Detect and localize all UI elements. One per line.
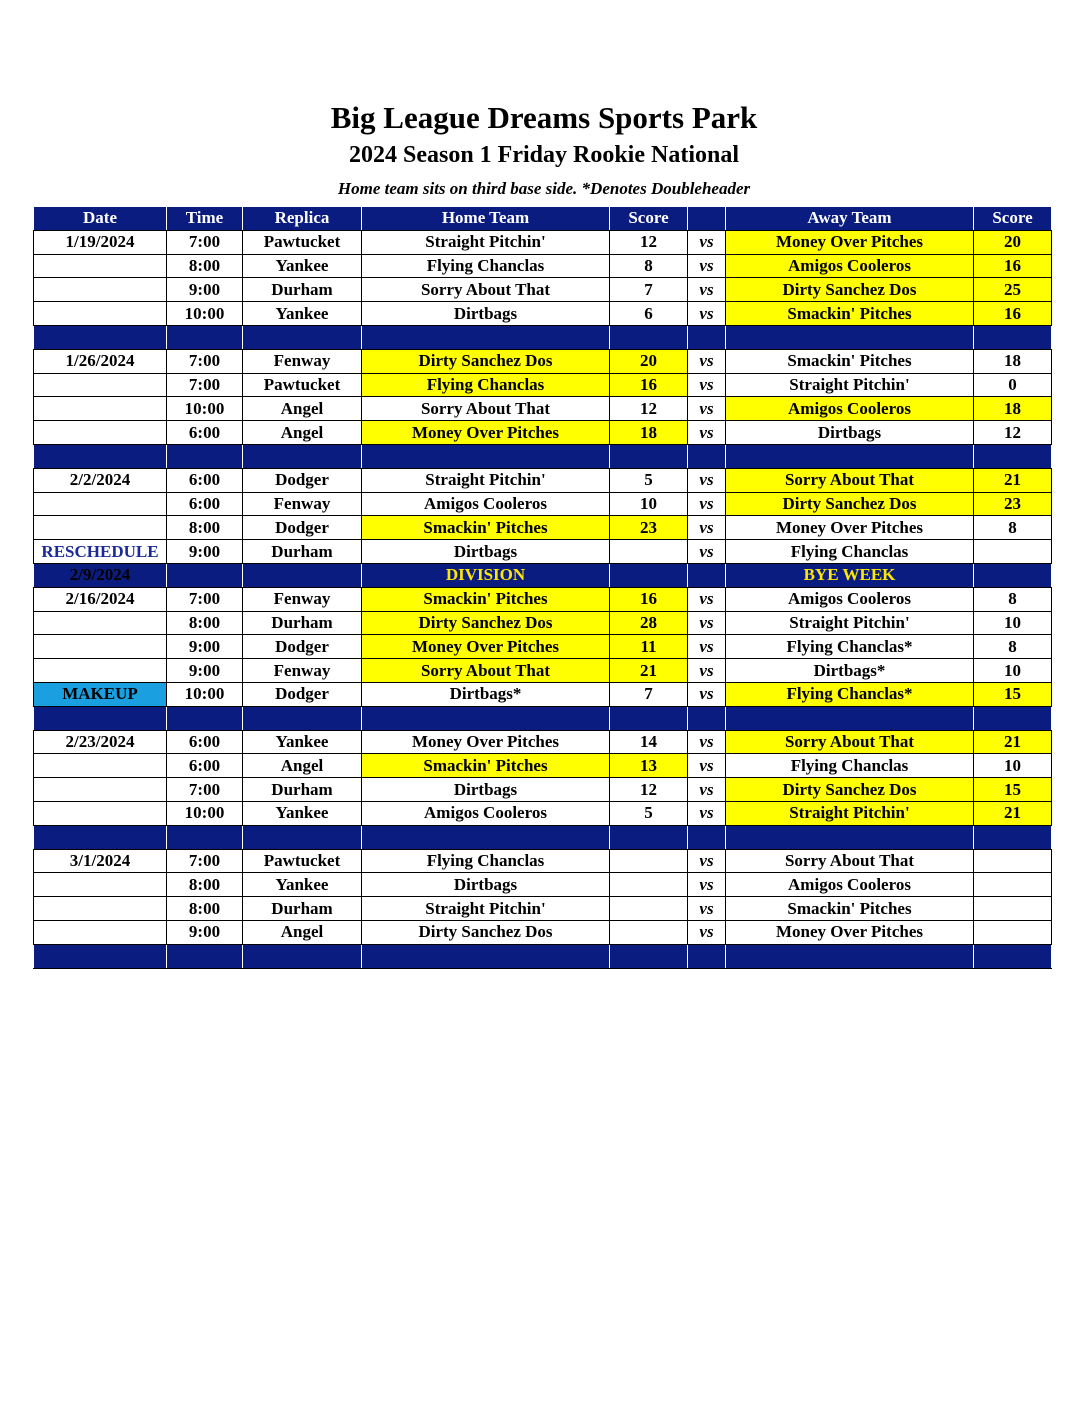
game-row [34, 587, 1052, 611]
home-score-cell: 13 [610, 754, 688, 778]
game-row [34, 230, 1052, 254]
vs-cell: vs [688, 682, 726, 706]
separator-cell [362, 706, 610, 730]
col-header-home-score: Score [610, 207, 688, 231]
vs-cell: vs [688, 421, 726, 445]
date-cell [34, 635, 167, 659]
replica-cell: Fenway [243, 659, 362, 683]
home-score-cell: 8 [610, 254, 688, 278]
home-team-cell: Sorry About That [362, 659, 610, 683]
away-score-cell [974, 897, 1052, 921]
game-row [34, 302, 1052, 326]
home-score-cell: 5 [610, 468, 688, 492]
separator-cell [243, 944, 362, 968]
away-score-cell: 20 [974, 230, 1052, 254]
schedule-table [33, 206, 1052, 969]
home-score-cell [610, 563, 688, 587]
home-score-cell: 12 [610, 778, 688, 802]
date-cell [34, 611, 167, 635]
time-cell: 7:00 [167, 849, 243, 873]
home-score-cell [610, 897, 688, 921]
replica-cell: Durham [243, 611, 362, 635]
game-row [34, 468, 1052, 492]
vs-cell: vs [688, 778, 726, 802]
date-cell: 3/1/2024 [34, 849, 167, 873]
game-row [34, 278, 1052, 302]
game-row [34, 421, 1052, 445]
time-cell [167, 563, 243, 587]
separator-cell [726, 825, 974, 849]
away-score-cell: 18 [974, 397, 1052, 421]
home-team-cell: Flying Chanclas [362, 254, 610, 278]
away-team-cell: Amigos Cooleros [726, 254, 974, 278]
home-score-cell: 28 [610, 611, 688, 635]
home-score-cell: 16 [610, 587, 688, 611]
time-cell: 8:00 [167, 873, 243, 897]
game-row [34, 873, 1052, 897]
home-team-cell: Sorry About That [362, 278, 610, 302]
vs-cell: vs [688, 920, 726, 944]
game-row [34, 801, 1052, 825]
home-score-cell [610, 849, 688, 873]
time-cell: 6:00 [167, 468, 243, 492]
time-cell: 10:00 [167, 302, 243, 326]
away-score-cell [974, 920, 1052, 944]
away-team-cell: Sorry About That [726, 849, 974, 873]
separator-cell [243, 825, 362, 849]
vs-cell: vs [688, 801, 726, 825]
time-cell: 10:00 [167, 397, 243, 421]
separator-cell [362, 944, 610, 968]
time-cell: 10:00 [167, 682, 243, 706]
time-cell: 10:00 [167, 801, 243, 825]
away-team-cell: Money Over Pitches [726, 920, 974, 944]
separator-row [34, 825, 1052, 849]
away-team-cell: Dirtbags* [726, 659, 974, 683]
date-cell: RESCHEDULE [34, 540, 167, 564]
vs-cell: vs [688, 611, 726, 635]
separator-cell [362, 325, 610, 349]
vs-cell: vs [688, 730, 726, 754]
away-team-cell: Dirtbags [726, 421, 974, 445]
away-team-cell: Dirty Sanchez Dos [726, 278, 974, 302]
replica-cell: Angel [243, 920, 362, 944]
game-row [34, 516, 1052, 540]
home-team-cell: Straight Pitchin' [362, 230, 610, 254]
separator-cell [362, 444, 610, 468]
home-team-cell: Dirtbags* [362, 682, 610, 706]
date-cell [34, 421, 167, 445]
away-score-cell: 15 [974, 682, 1052, 706]
home-team-cell: Smackin' Pitches [362, 754, 610, 778]
separator-cell [34, 944, 167, 968]
game-row [34, 754, 1052, 778]
time-cell: 8:00 [167, 611, 243, 635]
home-score-cell: 11 [610, 635, 688, 659]
replica-cell: Fenway [243, 587, 362, 611]
replica-cell: Durham [243, 278, 362, 302]
vs-cell: vs [688, 349, 726, 373]
away-score-cell: 18 [974, 349, 1052, 373]
away-score-cell: 8 [974, 516, 1052, 540]
game-row [34, 897, 1052, 921]
home-score-cell: 10 [610, 492, 688, 516]
away-score-cell: 10 [974, 611, 1052, 635]
game-row [34, 849, 1052, 873]
replica-cell: Yankee [243, 801, 362, 825]
col-header-away-team: Away Team [726, 207, 974, 231]
separator-cell [167, 944, 243, 968]
home-score-cell: 16 [610, 373, 688, 397]
vs-cell: vs [688, 587, 726, 611]
separator-cell [610, 325, 688, 349]
game-row [34, 682, 1052, 706]
home-team-cell: Money Over Pitches [362, 421, 610, 445]
replica-cell: Angel [243, 397, 362, 421]
separator-cell [974, 325, 1052, 349]
game-row [34, 730, 1052, 754]
away-team-cell: Flying Chanclas* [726, 682, 974, 706]
vs-cell [688, 563, 726, 587]
away-score-cell: 23 [974, 492, 1052, 516]
time-cell: 9:00 [167, 278, 243, 302]
home-score-cell: 5 [610, 801, 688, 825]
home-team-cell: Dirty Sanchez Dos [362, 349, 610, 373]
replica-cell: Yankee [243, 302, 362, 326]
separator-row [34, 325, 1052, 349]
date-cell: 2/23/2024 [34, 730, 167, 754]
game-row [34, 920, 1052, 944]
home-score-cell: 23 [610, 516, 688, 540]
home-score-cell [610, 540, 688, 564]
game-row [34, 778, 1052, 802]
time-cell: 9:00 [167, 540, 243, 564]
date-cell [34, 302, 167, 326]
date-cell [34, 897, 167, 921]
col-header-away-score: Score [974, 207, 1052, 231]
separator-cell [167, 444, 243, 468]
game-row [34, 254, 1052, 278]
away-score-cell: 21 [974, 468, 1052, 492]
home-score-cell: 14 [610, 730, 688, 754]
separator-cell [34, 706, 167, 730]
vs-cell: vs [688, 230, 726, 254]
date-cell [34, 801, 167, 825]
vs-cell: vs [688, 254, 726, 278]
separator-cell [34, 325, 167, 349]
separator-cell [167, 825, 243, 849]
away-team-cell: Straight Pitchin' [726, 611, 974, 635]
separator-cell [726, 444, 974, 468]
separator-cell [243, 444, 362, 468]
game-row [34, 635, 1052, 659]
replica-cell: Yankee [243, 730, 362, 754]
home-team-cell: Dirty Sanchez Dos [362, 611, 610, 635]
time-cell: 6:00 [167, 730, 243, 754]
home-score-cell [610, 873, 688, 897]
replica-cell: Dodger [243, 682, 362, 706]
schedule-body [34, 207, 1052, 969]
away-team-cell: BYE WEEK [726, 563, 974, 587]
away-team-cell: Flying Chanclas [726, 754, 974, 778]
replica-cell: Durham [243, 778, 362, 802]
home-score-cell: 6 [610, 302, 688, 326]
time-cell: 6:00 [167, 421, 243, 445]
away-score-cell [974, 540, 1052, 564]
time-cell: 7:00 [167, 349, 243, 373]
date-cell [34, 516, 167, 540]
home-score-cell: 12 [610, 397, 688, 421]
away-score-cell: 8 [974, 587, 1052, 611]
separator-row [34, 944, 1052, 968]
date-cell: 1/26/2024 [34, 349, 167, 373]
away-score-cell: 16 [974, 254, 1052, 278]
date-cell [34, 778, 167, 802]
away-score-cell: 12 [974, 421, 1052, 445]
home-team-cell: Dirty Sanchez Dos [362, 920, 610, 944]
page-subtitle: 2024 Season 1 Friday Rookie National [348, 142, 740, 168]
header-row [34, 207, 1052, 231]
separator-cell [610, 944, 688, 968]
separator-cell [726, 706, 974, 730]
vs-cell: vs [688, 754, 726, 778]
date-cell [34, 278, 167, 302]
replica-cell: Durham [243, 897, 362, 921]
home-team-cell: Straight Pitchin' [362, 468, 610, 492]
replica-cell: Fenway [243, 492, 362, 516]
home-team-cell: Amigos Cooleros [362, 801, 610, 825]
vs-cell: vs [688, 635, 726, 659]
vs-cell: vs [688, 873, 726, 897]
schedule-note: Home team sits on third base side. *Denotes Doubleheader [337, 179, 751, 198]
separator-cell [34, 444, 167, 468]
vs-cell: vs [688, 373, 726, 397]
date-cell: MAKEUP [34, 682, 167, 706]
date-cell [34, 373, 167, 397]
home-score-cell: 20 [610, 349, 688, 373]
away-team-cell: Sorry About That [726, 468, 974, 492]
separator-cell [610, 444, 688, 468]
vs-cell: vs [688, 659, 726, 683]
game-row [34, 659, 1052, 683]
away-team-cell: Smackin' Pitches [726, 302, 974, 326]
date-cell [34, 254, 167, 278]
date-cell: 1/19/2024 [34, 230, 167, 254]
separator-cell [688, 325, 726, 349]
col-header-vs [688, 207, 726, 231]
home-team-cell: Smackin' Pitches [362, 516, 610, 540]
separator-cell [726, 325, 974, 349]
vs-cell: vs [688, 492, 726, 516]
away-team-cell: Sorry About That [726, 730, 974, 754]
separator-cell [362, 825, 610, 849]
home-score-cell: 7 [610, 682, 688, 706]
replica-cell: Dodger [243, 468, 362, 492]
separator-row [34, 706, 1052, 730]
vs-cell: vs [688, 516, 726, 540]
replica-cell: Pawtucket [243, 373, 362, 397]
replica-cell: Pawtucket [243, 230, 362, 254]
date-cell [34, 397, 167, 421]
date-cell: 2/9/2024 [34, 563, 167, 587]
replica-cell: Angel [243, 754, 362, 778]
replica-cell: Pawtucket [243, 849, 362, 873]
date-cell [34, 492, 167, 516]
replica-cell: Angel [243, 421, 362, 445]
home-team-cell: Dirtbags [362, 873, 610, 897]
separator-cell [974, 944, 1052, 968]
separator-cell [167, 325, 243, 349]
away-team-cell: Amigos Cooleros [726, 587, 974, 611]
away-score-cell: 0 [974, 373, 1052, 397]
time-cell: 6:00 [167, 492, 243, 516]
home-team-cell: Flying Chanclas [362, 849, 610, 873]
home-team-cell: Dirtbags [362, 540, 610, 564]
separator-cell [610, 706, 688, 730]
home-team-cell: DIVISION [362, 563, 610, 587]
game-row [34, 492, 1052, 516]
date-cell: 2/16/2024 [34, 587, 167, 611]
vs-cell: vs [688, 849, 726, 873]
replica-cell: Yankee [243, 873, 362, 897]
replica-cell: Dodger [243, 635, 362, 659]
away-score-cell [974, 873, 1052, 897]
away-team-cell: Smackin' Pitches [726, 897, 974, 921]
separator-cell [243, 325, 362, 349]
col-header-time: Time [167, 207, 243, 231]
home-score-cell: 7 [610, 278, 688, 302]
col-header-replica: Replica [243, 207, 362, 231]
col-header-home-team: Home Team [362, 207, 610, 231]
away-team-cell: Amigos Cooleros [726, 873, 974, 897]
separator-cell [974, 825, 1052, 849]
time-cell: 9:00 [167, 920, 243, 944]
away-team-cell: Straight Pitchin' [726, 373, 974, 397]
away-team-cell: Flying Chanclas [726, 540, 974, 564]
home-score-cell [610, 920, 688, 944]
time-cell: 7:00 [167, 230, 243, 254]
away-team-cell: Straight Pitchin' [726, 801, 974, 825]
vs-cell: vs [688, 278, 726, 302]
away-team-cell: Dirty Sanchez Dos [726, 492, 974, 516]
separator-cell [688, 944, 726, 968]
date-cell [34, 659, 167, 683]
away-score-cell: 10 [974, 754, 1052, 778]
separator-cell [726, 944, 974, 968]
separator-cell [167, 706, 243, 730]
separator-cell [243, 706, 362, 730]
date-cell [34, 873, 167, 897]
home-score-cell: 18 [610, 421, 688, 445]
away-score-cell [974, 849, 1052, 873]
separator-cell [688, 706, 726, 730]
away-team-cell: Money Over Pitches [726, 230, 974, 254]
away-score-cell: 21 [974, 801, 1052, 825]
separator-cell [610, 825, 688, 849]
separator-cell [688, 825, 726, 849]
time-cell: 8:00 [167, 897, 243, 921]
home-team-cell: Sorry About That [362, 397, 610, 421]
game-row [34, 373, 1052, 397]
separator-cell [974, 444, 1052, 468]
vs-cell: vs [688, 302, 726, 326]
away-score-cell: 15 [974, 778, 1052, 802]
home-score-cell: 12 [610, 230, 688, 254]
home-team-cell: Flying Chanclas [362, 373, 610, 397]
home-team-cell: Dirtbags [362, 302, 610, 326]
separator-cell [974, 706, 1052, 730]
home-score-cell: 21 [610, 659, 688, 683]
time-cell: 7:00 [167, 373, 243, 397]
away-team-cell: Dirty Sanchez Dos [726, 778, 974, 802]
away-team-cell: Flying Chanclas* [726, 635, 974, 659]
replica-cell: Durham [243, 540, 362, 564]
page-title: Big League Dreams Sports Park [330, 100, 758, 135]
time-cell: 9:00 [167, 635, 243, 659]
home-team-cell: Smackin' Pitches [362, 587, 610, 611]
time-cell: 8:00 [167, 254, 243, 278]
game-row [34, 397, 1052, 421]
home-team-cell: Straight Pitchin' [362, 897, 610, 921]
vs-cell: vs [688, 540, 726, 564]
away-score-cell [974, 563, 1052, 587]
home-team-cell: Money Over Pitches [362, 730, 610, 754]
away-team-cell: Amigos Cooleros [726, 397, 974, 421]
date-cell [34, 754, 167, 778]
replica-cell: Fenway [243, 349, 362, 373]
time-cell: 9:00 [167, 659, 243, 683]
home-team-cell: Dirtbags [362, 778, 610, 802]
date-cell: 2/2/2024 [34, 468, 167, 492]
col-header-date: Date [34, 207, 167, 231]
away-score-cell: 21 [974, 730, 1052, 754]
separator-cell [34, 825, 167, 849]
separator-cell [688, 444, 726, 468]
vs-cell: vs [688, 468, 726, 492]
game-row [34, 540, 1052, 564]
home-team-cell: Money Over Pitches [362, 635, 610, 659]
replica-cell: Dodger [243, 516, 362, 540]
home-team-cell: Amigos Cooleros [362, 492, 610, 516]
away-score-cell: 8 [974, 635, 1052, 659]
replica-cell [243, 563, 362, 587]
time-cell: 7:00 [167, 778, 243, 802]
away-team-cell: Money Over Pitches [726, 516, 974, 540]
date-cell [34, 920, 167, 944]
replica-cell: Yankee [243, 254, 362, 278]
game-row [34, 611, 1052, 635]
away-score-cell: 10 [974, 659, 1052, 683]
away-score-cell: 25 [974, 278, 1052, 302]
separator-row [34, 444, 1052, 468]
vs-cell: vs [688, 897, 726, 921]
time-cell: 8:00 [167, 516, 243, 540]
bye-week-row [34, 563, 1052, 587]
away-team-cell: Smackin' Pitches [726, 349, 974, 373]
away-score-cell: 16 [974, 302, 1052, 326]
time-cell: 6:00 [167, 754, 243, 778]
game-row [34, 349, 1052, 373]
vs-cell: vs [688, 397, 726, 421]
time-cell: 7:00 [167, 587, 243, 611]
